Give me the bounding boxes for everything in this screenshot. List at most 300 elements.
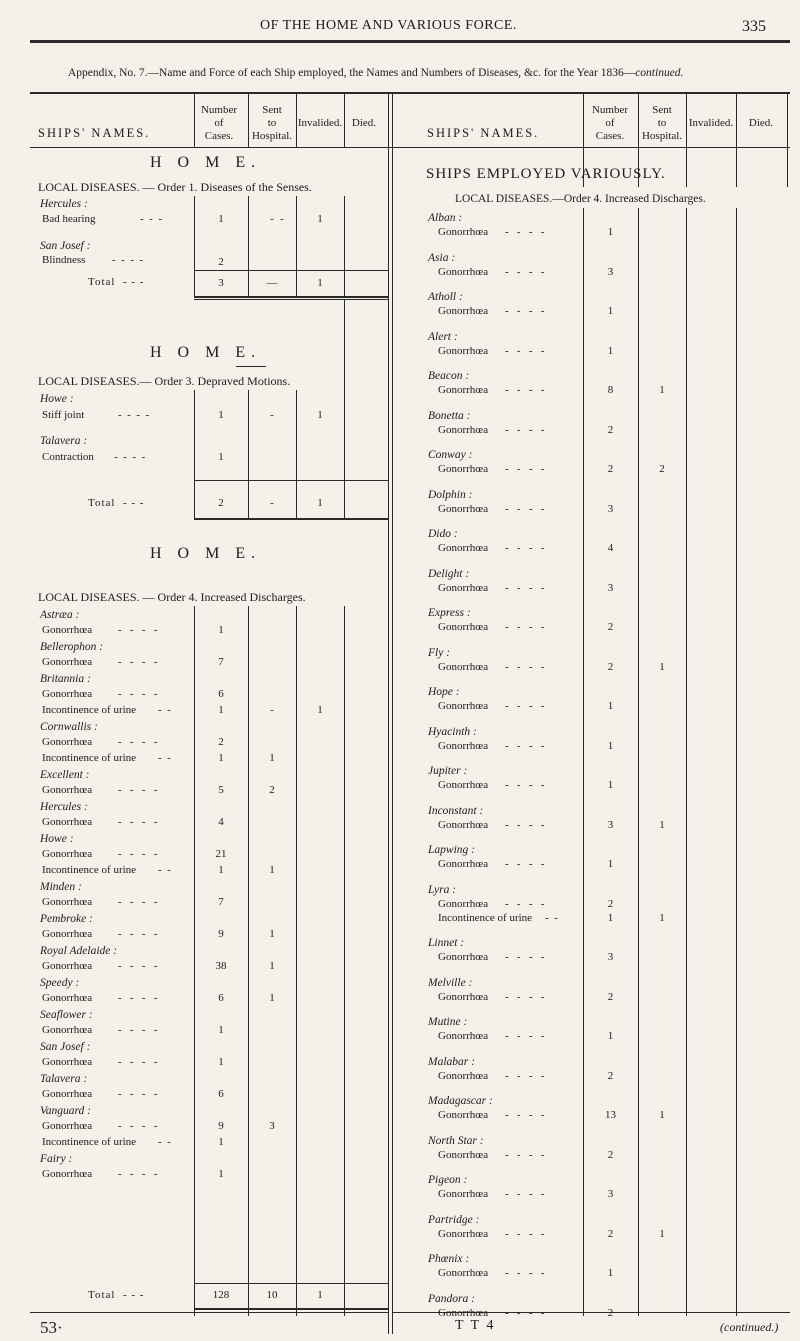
leader-dots: - - - - (114, 451, 146, 463)
disease: Gonorrhœa (42, 688, 93, 700)
section-title-2: LOCAL DISEASES.— Order 3. Depraved Motions. (38, 374, 291, 388)
disease: Gonorrhœa (438, 1109, 489, 1121)
ship-name: Howe : (40, 393, 74, 405)
disease: Gonorrhœa (438, 1148, 489, 1161)
leader-dots: - - - - (505, 423, 545, 436)
cases-value: 8 (607, 384, 614, 396)
continued-note: (continued.) (720, 1320, 779, 1334)
ship-name: Bonetta : (428, 409, 471, 422)
ship-name: Britannia : (40, 673, 91, 685)
section-title-3: LOCAL DISEASES. — Order 4. Increased Discharges. (38, 590, 306, 604)
section-home-2: H O M E. (150, 344, 262, 361)
hospital-label-3: Hospital. (251, 130, 293, 142)
cases-value: 1 (607, 858, 614, 870)
disease: Gonorrhœa (42, 848, 93, 860)
disease: Gonorrhœa (42, 1024, 93, 1036)
left-col-ships: SHIPS' NAMES. (38, 126, 151, 140)
hospital-value: 1 (659, 1227, 665, 1240)
disease: Gonorrhœa (42, 784, 93, 796)
leader-dots: - - - (140, 213, 162, 225)
leader-dots: - - - - (505, 542, 545, 554)
cases-value: 1 (218, 1136, 224, 1148)
disease: Gonorrhœa (42, 1088, 93, 1100)
hospital-value: 1 (269, 928, 275, 940)
ship-name: Hercules : (40, 801, 88, 813)
ship-name: Conway : (428, 449, 473, 461)
leader-dots: - - - - (118, 409, 150, 421)
left-col-cases (194, 104, 244, 143)
disease: Gonorrhœa (438, 265, 489, 278)
hospital-label-1: Sent (652, 104, 672, 116)
disease: Gonorrhœa (438, 700, 489, 712)
cases-value: 13 (605, 1109, 616, 1121)
hospital-label-2: to (657, 117, 667, 129)
cases-value: 2 (218, 736, 224, 748)
leader-dots: - - - - (505, 226, 545, 238)
disease: Gonorrhœa (438, 344, 489, 357)
cases-value: 1 (218, 752, 224, 764)
vline (248, 94, 249, 147)
disease: Incontinence of urine (42, 864, 137, 876)
cases-label-2: of (214, 117, 224, 129)
cases-value: 1 (607, 1267, 614, 1279)
right-col-invalided: Invalided. (688, 117, 734, 129)
cases-value: 9 (218, 1120, 224, 1132)
total-rule (194, 480, 388, 481)
cases-value: 1 (218, 213, 224, 225)
disease: Incontinence of urine (438, 911, 533, 924)
disease: Bad hearing (42, 213, 96, 225)
cases-value: 2 (607, 897, 614, 910)
hospital-label-2: to (267, 117, 277, 129)
leader-dots: - - - - (505, 779, 545, 791)
vline (296, 94, 297, 147)
disease: Gonorrhœa (42, 656, 93, 668)
ship-name: Atholl : (428, 291, 463, 303)
leader-dots: - - - - (118, 928, 158, 940)
leader-dots: - - - - (112, 254, 144, 266)
disease: Gonorrhœa (438, 226, 489, 238)
leader-dots: - - - - (505, 1030, 545, 1042)
ship-name: Excellent : (40, 769, 90, 781)
disease: Gonorrhœa (438, 1227, 489, 1240)
disease: Gonorrhœa (438, 858, 489, 870)
ship-name: Express : (428, 607, 471, 619)
ship-name: Madagascar : (428, 1095, 493, 1107)
hospital-value: 1 (269, 992, 275, 1004)
hospital-value: 1 (659, 911, 665, 924)
leader-dots: - - - - (118, 688, 158, 700)
ship-name: Seaflower : (40, 1009, 93, 1021)
right-title: LOCAL DISEASES.—Order 4. Increased Discharges. (455, 193, 706, 205)
leader-dots: - - - - (505, 1306, 545, 1319)
ship-name: Alban : (428, 212, 463, 224)
ship-name: Malabar : (428, 1055, 475, 1068)
ship-name: Hyacinth : (428, 725, 477, 738)
cases-value: 1 (218, 451, 224, 463)
total-label: Total - - - (88, 1289, 145, 1301)
cases-value: 1 (607, 911, 614, 924)
section-home-1: H O M E. (150, 154, 262, 171)
ship-name: Astræa : (40, 609, 80, 621)
ship-name: San Josef : (40, 240, 91, 252)
disease: Gonorrhœa (438, 897, 489, 910)
ship-name: Dido : (428, 528, 458, 540)
ship-name: Royal Adelaide : (40, 945, 118, 957)
disease: Gonorrhœa (438, 502, 489, 515)
disease: Gonorrhœa (438, 660, 489, 673)
total-rule (194, 518, 388, 520)
vline (638, 208, 639, 1316)
disease: Gonorrhœa (42, 960, 93, 972)
total-died: 1 (317, 277, 323, 289)
cases-value: 2 (607, 621, 614, 633)
disease: Incontinence of urine (42, 704, 137, 716)
hospital-value: 2 (659, 463, 665, 475)
total-rule (194, 270, 388, 271)
ship-name: Melville : (428, 976, 473, 989)
ship-name: Minden : (40, 881, 82, 893)
right-col-ships: SHIPS' NAMES. (427, 126, 540, 140)
hospital-value: 1 (269, 864, 275, 876)
cases-label-2: of (605, 117, 615, 129)
disease: Gonorrhœa (42, 1168, 93, 1180)
ship-name: Jupiter : (428, 765, 468, 777)
cases-value: 2 (218, 256, 224, 268)
leader-dots: - - - - (505, 1109, 545, 1121)
hospital-value: 3 (269, 1120, 275, 1132)
cases-value: 6 (218, 1088, 224, 1100)
ship-name: Hope : (428, 686, 460, 698)
total-rule (194, 299, 388, 300)
disease: Gonorrhœa (438, 305, 489, 317)
disease: Gonorrhœa (42, 1120, 93, 1132)
cases-value: 2 (607, 423, 614, 436)
right-col-cases (583, 104, 637, 143)
sheet-mark: T T 4 (455, 1318, 496, 1333)
leader-dots: - - - - (118, 736, 158, 748)
total-rule (194, 296, 388, 298)
leader-dots: - - - - (505, 739, 545, 752)
section-title-1: LOCAL DISEASES. — Order 1. Diseases of the Senses. (38, 180, 312, 194)
section-home-3: H O M E. (150, 545, 262, 562)
leader-dots: - - - - (505, 660, 545, 673)
cases-value: 6 (218, 992, 224, 1004)
disease: Gonorrhœa (438, 739, 489, 752)
disease: Gonorrhœa (438, 542, 489, 554)
total-label: Total - - - (88, 497, 145, 509)
right-col-died: Died. (748, 117, 774, 129)
died-value: 1 (317, 704, 323, 716)
cases-value: 9 (218, 928, 224, 940)
total-rule (194, 1283, 388, 1284)
total-cases: 2 (218, 497, 224, 509)
leader-dots: - - - - (118, 784, 158, 796)
leader-dots: - - (158, 704, 171, 716)
cases-value: 1 (607, 1030, 614, 1042)
cases-value: 5 (218, 784, 224, 796)
cases-value: 2 (607, 660, 614, 673)
disease: Incontinence of urine (42, 752, 137, 764)
cases-value: 1 (607, 226, 614, 238)
hospital-label-1: Sent (262, 104, 282, 116)
leader-dots: - - - - (505, 1148, 545, 1161)
ship-name: Dolphin : (428, 488, 473, 501)
leader-dots: - - - - (505, 1267, 545, 1279)
ship-name: Fairy : (40, 1153, 73, 1165)
vline (736, 208, 737, 1316)
hospital-value: 1 (659, 384, 665, 396)
cases-value: 1 (218, 1056, 224, 1068)
leader-dots: - - - - (505, 581, 545, 594)
total-rule (194, 1308, 388, 1310)
cases-value: 2 (607, 990, 614, 1003)
ship-name: Partridge : (428, 1213, 480, 1226)
cases-value: 1 (218, 624, 224, 636)
table-top-rule (30, 92, 790, 94)
total-died: 1 (317, 497, 323, 509)
ship-name: Mutine : (428, 1016, 468, 1028)
leader-dots: - - - - (118, 1056, 158, 1068)
total-cases: 3 (218, 277, 224, 289)
ship-name: Lapwing : (428, 844, 475, 856)
cases-value: 21 (215, 848, 227, 860)
vline (194, 94, 195, 147)
ship-name: North Star : (428, 1134, 484, 1147)
disease: Contraction (42, 451, 94, 463)
hospital-value: - (270, 213, 274, 225)
cases-value: 1 (218, 1168, 224, 1180)
hospital-label-3: Hospital. (641, 130, 683, 142)
cases-value: 2 (607, 1306, 614, 1319)
cases-value: 1 (218, 409, 224, 421)
cases-label-1: Number (200, 104, 238, 116)
leader-dots: - - - - (505, 621, 545, 633)
vline (344, 94, 345, 147)
signature-mark: 53· (40, 1318, 63, 1337)
disease: Gonorrhœa (42, 992, 93, 1004)
cases-value: 2 (607, 463, 614, 475)
cases-value: 3 (607, 951, 614, 963)
hospital-value: 1 (269, 960, 275, 972)
leader-dots: - - - - (505, 897, 545, 910)
cases-value: 38 (215, 960, 227, 972)
vline (344, 196, 345, 298)
cases-value: 1 (607, 305, 614, 317)
cases-value: 3 (607, 502, 614, 515)
vline (344, 606, 345, 1316)
invalided-value: - (270, 409, 274, 421)
leader-dots: - - - - (118, 1120, 158, 1132)
title-rule (236, 366, 266, 367)
cases-value: 1 (218, 704, 224, 716)
ship-name: Alert : (428, 330, 458, 343)
disease: Gonorrhœa (438, 463, 489, 475)
leader-dots: - - (158, 752, 171, 764)
leader-dots: - - - - (505, 463, 545, 475)
cases-value: 3 (607, 265, 614, 278)
ship-name: Beacon : (428, 370, 470, 382)
leader-dots: - - - - (505, 700, 545, 712)
leader-dots: - - - - (118, 960, 158, 972)
total-label: Total - - - (88, 276, 145, 288)
leader-dots: - - (158, 1136, 171, 1148)
disease: Gonorrhœa (438, 1188, 489, 1200)
leader-dots: - - (158, 864, 171, 876)
disease: Gonorrhœa (42, 816, 93, 828)
cases-value: 3 (607, 1188, 614, 1200)
ship-name: Speedy : (40, 977, 80, 989)
leader-dots: - - - - (505, 1069, 545, 1082)
cases-value: 1 (607, 779, 614, 791)
hospital-value: 1 (269, 752, 275, 764)
top-rule (30, 40, 790, 43)
header-rule (30, 147, 790, 148)
cases-value: 3 (607, 818, 614, 831)
total-hospital: 10 (266, 1289, 278, 1301)
cases-value: 2 (607, 1148, 614, 1161)
disease: Gonorrhœa (42, 896, 93, 908)
invalided-value: - (280, 213, 284, 225)
leader-dots: - - - - (505, 384, 545, 396)
disease: Gonorrhœa (438, 384, 489, 396)
ship-name: Asia : (428, 251, 456, 264)
left-col-hospital (248, 104, 296, 143)
total-cases: 128 (212, 1289, 230, 1301)
disease: Incontinence of urine (42, 1136, 137, 1148)
appendix-title-text: Appendix, No. 7.—Name and Force of each Ship employed, the Names and Numbers of Diseases, &c. for the Year 1836— (68, 67, 636, 79)
hospital-value: - (270, 704, 274, 716)
cases-value: 7 (218, 896, 224, 908)
total-text: Total (88, 497, 116, 509)
disease: Gonorrhœa (42, 928, 93, 940)
leader-dots: - - - - (118, 848, 158, 860)
hospital-value: 1 (659, 660, 665, 673)
running-head: OF THE HOME AND VARIOUS FORCE. (260, 18, 517, 33)
cases-value: 7 (218, 656, 224, 668)
disease: Gonorrhœa (42, 736, 93, 748)
leader-dots: - - - - (505, 990, 545, 1003)
left-col-died: Died. (351, 117, 377, 129)
ship-name: Phœnix : (428, 1253, 470, 1265)
ship-name: Inconstant : (428, 804, 484, 817)
ship-name: Pigeon : (428, 1174, 468, 1186)
total-hospital: — (266, 277, 278, 289)
ship-name: Talavera : (40, 435, 88, 447)
disease: Gonorrhœa (438, 779, 489, 791)
appendix-continued: continued. (635, 67, 684, 79)
ship-name: Vanguard : (40, 1105, 92, 1117)
leader-dots: - - - - (118, 1168, 158, 1180)
ship-name: Pandora : (428, 1292, 475, 1305)
leader-dots: - - - - (505, 951, 545, 963)
cases-label-3: Cases. (595, 130, 625, 142)
leader-dots: - - - - (118, 992, 158, 1004)
disease: Gonorrhœa (438, 990, 489, 1003)
ship-name: Delight : (428, 567, 470, 580)
disease: Gonorrhœa (438, 1069, 489, 1082)
center-divider (388, 94, 389, 1334)
disease: Blindness (42, 254, 86, 266)
disease: Stiff joint (42, 409, 85, 421)
left-col-invalided: Invalided. (297, 117, 343, 129)
leader-dots: - - - - (505, 502, 545, 515)
cases-value: 2 (607, 1069, 614, 1082)
leader-dots: - - - - (505, 305, 545, 317)
right-col-hospital (638, 104, 686, 143)
disease: Gonorrhœa (438, 818, 489, 831)
cases-value: 2 (607, 1227, 614, 1240)
total-text: Total (88, 1289, 116, 1301)
ship-name: Bellerophon : (40, 641, 104, 653)
cases-label-1: Number (591, 104, 629, 116)
disease: Gonorrhœa (438, 581, 489, 594)
cases-value: 1 (607, 344, 614, 357)
leader-dots: - - - - (505, 1188, 545, 1200)
total-died: 1 (317, 1289, 323, 1301)
died-value: 1 (317, 409, 323, 421)
disease: Gonorrhœa (42, 1056, 93, 1068)
ship-name: Linnet : (428, 937, 465, 949)
leader-dots: - - - - (505, 818, 545, 831)
hospital-value: 1 (659, 818, 665, 831)
disease: Gonorrhœa (438, 951, 489, 963)
cases-value: 1 (607, 700, 614, 712)
leader-dots: - - - - (118, 1024, 158, 1036)
center-divider (392, 94, 393, 1334)
cases-value: 3 (607, 581, 614, 594)
vline (686, 94, 687, 187)
disease: Gonorrhœa (438, 1267, 489, 1279)
cases-value: 4 (218, 816, 224, 828)
leader-dots: - - - - (118, 656, 158, 668)
right-heading: SHIPS EMPLOYED VARIOUSLY. (426, 166, 666, 182)
vline (787, 94, 788, 187)
leader-dots: - - (545, 911, 558, 924)
disease: Gonorrhœa (438, 621, 489, 633)
cases-value: 4 (607, 542, 614, 554)
appendix-title (68, 67, 683, 79)
vline (686, 208, 687, 1316)
ship-name: Hercules : (40, 198, 88, 210)
ship-name: Cornwallis : (40, 721, 98, 733)
cases-value: 6 (218, 688, 224, 700)
disease: Gonorrhœa (438, 1306, 489, 1319)
page-number: 335 (742, 18, 766, 35)
died-value: 1 (317, 213, 323, 225)
leader-dots: - - - - (118, 816, 158, 828)
cases-value: 1 (218, 864, 224, 876)
leader-dots: - - - - (505, 344, 545, 357)
cases-value: 1 (218, 1024, 224, 1036)
leader-dots: - - - - (505, 265, 545, 278)
leader-dots: - - - - (118, 896, 158, 908)
total-invalided: - (270, 497, 274, 509)
cases-label-3: Cases. (204, 130, 234, 142)
disease: Gonorrhœa (42, 624, 93, 636)
leader-dots: - - - - (505, 1227, 545, 1240)
hospital-value: 2 (269, 784, 275, 796)
ship-name: Lyra : (428, 883, 457, 896)
bottom-rule (30, 1312, 388, 1313)
ship-name: Fly : (428, 646, 451, 659)
ship-name: Pembroke : (40, 913, 93, 925)
leader-dots: - - - - (505, 858, 545, 870)
vline (736, 94, 737, 187)
cases-value: 1 (607, 739, 614, 752)
ship-name: San Josef : (40, 1041, 91, 1053)
disease: Gonorrhœa (438, 423, 489, 436)
